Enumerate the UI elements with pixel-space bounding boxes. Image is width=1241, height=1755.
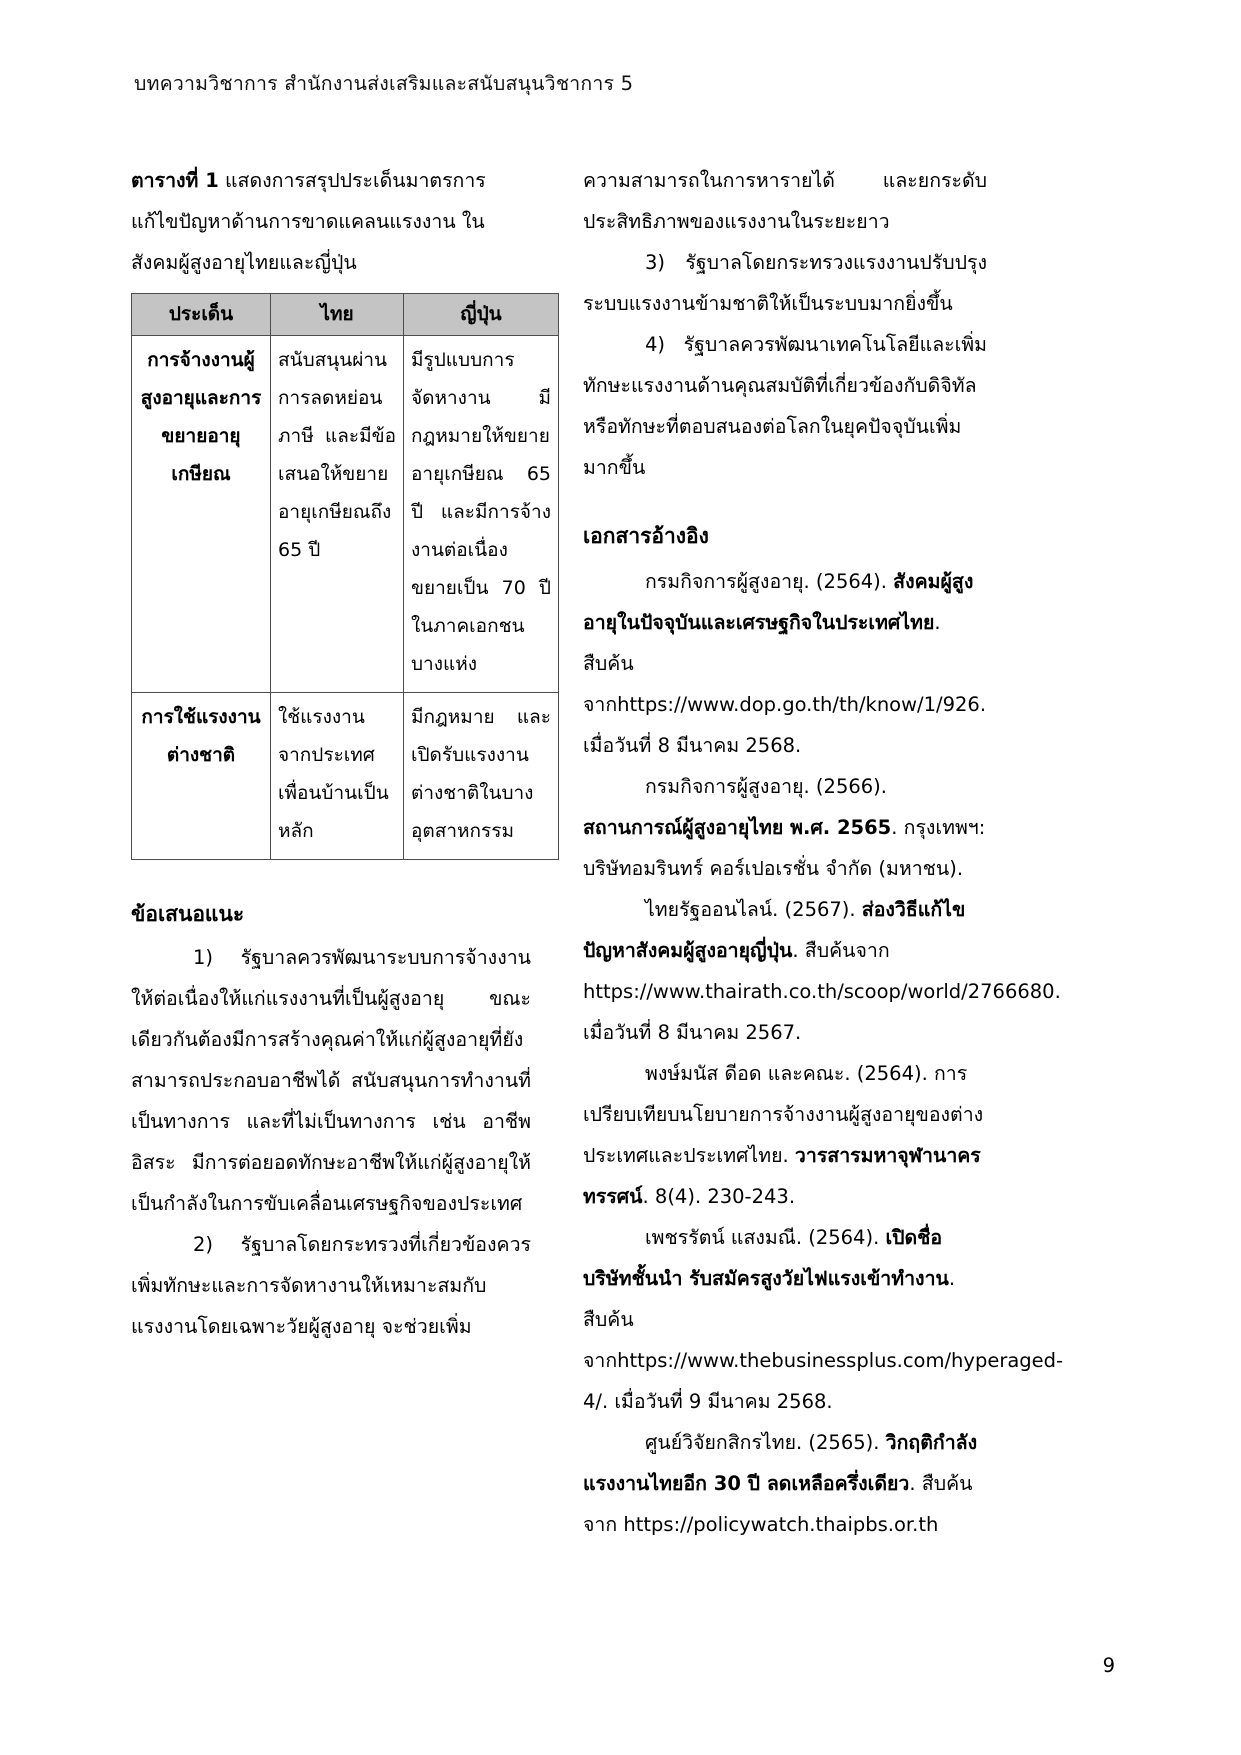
reference-plain: พงษ์มนัส ดีอด และคณะ. (2564). การเปรียบเทียบนโยบายการจ้างงานผู้สูงอายุของต่างประเทศและประเทศไทย.	[583, 1062, 984, 1167]
table-caption-label: ตารางที่ 1	[131, 169, 219, 192]
continued-paragraph: ความสามารถในการหารายได้ และยกระดับประสิทธิภาพของแรงงานในระยะยาว	[583, 169, 987, 233]
table-header-japan: ญี่ปุ่น	[404, 294, 559, 336]
page-number: 9	[1102, 1654, 1115, 1677]
table-header-row	[132, 294, 559, 336]
table-cell-issue: การจ้างงานผู้สูงอายุและการขยายอายุเกษียณ	[132, 336, 271, 693]
recommendation-item: 3) รัฐบาลโดยกระทรวงแรงงานปรับปรุงระบบแรงงานข้ามชาติให้เป็นระบบมากยิ่งขึ้น	[583, 251, 987, 315]
table-cell-japan: มีกฎหมาย และเปิดรับแรงงานต่างชาติในบางอุตสาหกรรม	[404, 693, 559, 860]
reference-title: สถานการณ์ผู้สูงอายุไทย พ.ศ. 2565	[583, 816, 892, 839]
table-row	[132, 336, 559, 693]
reference-plain: ศูนย์วิจัยกสิกรไทย. (2565).	[645, 1431, 886, 1454]
reference-title: ส่องวิธีแก้ไขปัญหาสังคมผู้สูงอายุญี่ปุ่น	[583, 898, 966, 962]
reference-plain: . สืบค้นจาก https://policywatch.thaipbs.or.th	[583, 1472, 973, 1536]
table-cell-thailand: ใช้แรงงานจากประเทศเพื่อนบ้านเป็นหลัก	[271, 693, 404, 860]
recommendations-heading: ข้อเสนอแนะ	[131, 902, 245, 926]
reference-entry	[583, 1217, 1064, 1422]
references-heading: เอกสารอ้างอิง	[583, 524, 709, 548]
reference-plain: กรมกิจการผู้สูงอายุ. (2564).	[645, 570, 894, 593]
table-cell-thailand: สนับสนุนผ่านการลดหย่อนภาษี และมีข้อเสนอให้ขยายอายุเกษียณถึง 65 ปี	[271, 336, 404, 693]
reference-plain: เพชรรัตน์ แสงมณี. (2564).	[645, 1226, 886, 1249]
left-column	[131, 160, 551, 1347]
reference-entry	[583, 889, 1061, 1053]
reference-plain: . สืบค้นจาก https://www.thairath.co.th/scoop/world/2766680. เมื่อวันที่ 8 มีนาคม 2567.	[583, 939, 1061, 1044]
table-row	[132, 693, 559, 860]
recommendation-item: 2) รัฐบาลโดยกระทรวงที่เกี่ยวข้องควรเพิ่มทักษะและการจัดหางานให้เหมาะสมกับแรงงานโดยเฉพาะวัยผู้สูงอายุ จะช่วยเพิ่ม	[131, 1233, 531, 1338]
reference-plain: กรมกิจการผู้สูงอายุ. (2566).	[645, 775, 887, 798]
table-caption	[131, 160, 531, 283]
reference-entry	[583, 1422, 987, 1545]
reference-plain: . สืบค้นจากhttps://www.thebusinessplus.com/hyperaged-4/. เมื่อวันที่ 9 มีนาคม 2568.	[583, 1267, 1064, 1413]
reference-plain: . 8(4). 230-243.	[642, 1185, 796, 1208]
table-caption-text: แสดงการสรุปประเด็นมาตรการแก้ไขปัญหาด้านการขาดแคลนแรงงาน ในสังคมผู้สูงอายุไทยและญี่ปุ่น	[131, 169, 486, 274]
recommendation-item: 4) รัฐบาลควรพัฒนาเทคโนโลยีและเพิ่มทักษะแรงงานด้านคุณสมบัติที่เกี่ยวข้องกับดิจิทัล หรือทักษะที่ตอบสนองต่อโลกในยุคปัจจุบันเพิ่มมากขึ้น	[583, 333, 987, 479]
table-cell-issue: การใช้แรงงานต่างชาติ	[132, 693, 271, 860]
reference-entry	[583, 1053, 987, 1217]
reference-plain: ไทยรัฐออนไลน์. (2567).	[645, 898, 862, 921]
reference-plain: . กรุงเทพฯ: บริษัทอมรินทร์ คอร์เปอเรชั่น จำกัด (มหาชน).	[583, 816, 986, 880]
table-header-issue: ประเด็น	[132, 294, 271, 336]
running-head: บทความวิชาการ สำนักงานส่งเสริมและสนับสนุนวิชาการ 5	[134, 72, 634, 95]
reference-entry	[583, 766, 987, 889]
reference-title: สังคมผู้สูงอายุในปัจจุบันและเศรษฐกิจในประเทศไทย	[583, 570, 974, 634]
reference-plain: . สืบค้นจากhttps://www.dop.go.th/th/know/1/926. เมื่อวันที่ 8 มีนาคม 2568.	[583, 611, 987, 757]
table-header-thailand: ไทย	[271, 294, 404, 336]
recommendation-item: 1) รัฐบาลควรพัฒนาระบบการจ้างงานให้ต่อเนื่องให้แก่แรงงานที่เป็นผู้สูงอายุ ขณะเดียวกันต้องมีการสร้างคุณค่าให้แก่ผู้สูงอายุที่ยังสามารถประกอบอาชีพได้ สนับสนุนการทำงานที่เป็นทางการ และที่ไม่เป็นทางการ เช่น อาชีพอิสระ มีการต่อยอดทักษะอาชีพให้แก่ผู้สูงอายุให้เป็นกำลังในการขับเคลื่อนเศรษฐกิจของประเทศ	[131, 946, 531, 1215]
right-column	[583, 160, 1064, 1545]
table-cell-japan: มีรูปแบบการจัดหางาน มีกฎหมายให้ขยายอายุเกษียณ 65 ปี และมีการจ้างงานต่อเนื่องขยายเป็น 70 ปี ในภาคเอกชนบางแห่ง	[404, 336, 559, 693]
reference-entry	[583, 561, 987, 766]
comparison-table	[131, 293, 559, 860]
reference-title: เปิดชื่อบริษัทชั้นนำ รับสมัครสูงวัยไฟแรงเข้าทำงาน	[583, 1226, 949, 1290]
reference-title: วิกฤติกำลังแรงงานไทยอีก 30 ปี ลดเหลือครึ่งเดียว	[583, 1431, 978, 1495]
reference-title: วารสารมหาจุฬานาครทรรศน์	[583, 1144, 981, 1208]
